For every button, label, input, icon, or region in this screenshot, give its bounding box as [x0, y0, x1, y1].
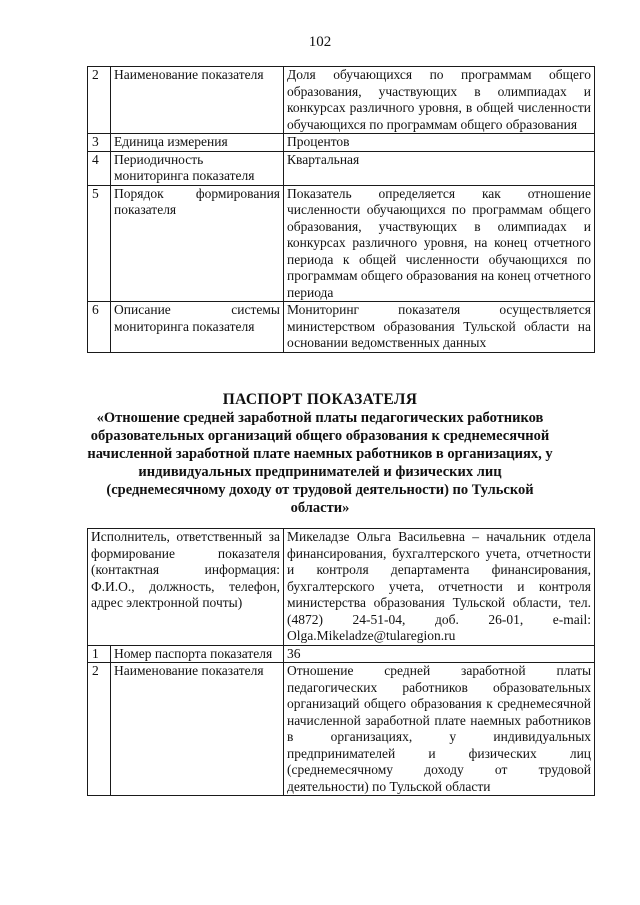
row-label: Периодичность мониторинга показателя [111, 151, 284, 185]
table-row [88, 134, 595, 152]
row-label: Единица измерения [111, 134, 284, 152]
row-label: Наименование показателя [111, 67, 284, 134]
row-number: 6 [88, 302, 111, 353]
executor-value: Микеладзе Ольга Васильевна – начальник отдела финансирования, бухгалтерского учета, отчетности и контроля департамента финансирования, бухгалтерского учета, отчетности и контроля министерства образования Тульской области, тел. (4872) 24-51-04, доб. 26-01, e-mail: Olga.Mikeladze@tularegion.ru [284, 529, 595, 646]
row-value: Отношение средней заработной платы педагогических работников образовательных организаций общего образования к среднемесячной начисленной заработной плате наемных работников в организациях, у индивидуальных предпринимателей и физических лиц (среднемесячному доходу от трудовой деятельности) по Тульской области [284, 663, 595, 796]
row-value: Мониторинг показателя осуществляется министерством образования Тульской области на основании ведомственных данных [284, 302, 595, 353]
row-number: 5 [88, 185, 111, 302]
row-value: Квартальная [284, 151, 595, 185]
row-number: 2 [88, 67, 111, 134]
table-row [88, 302, 595, 353]
row-number: 2 [88, 663, 111, 796]
row-number: 1 [88, 645, 111, 663]
table-row [88, 663, 595, 796]
row-value: Процентов [284, 134, 595, 152]
row-number: 4 [88, 151, 111, 185]
row-label: Номер паспорта показателя [111, 645, 284, 663]
row-label: Описание системы мониторинга показателя [111, 302, 284, 353]
row-value: 36 [284, 645, 595, 663]
indicator-table-continued [87, 66, 595, 353]
row-label: Порядок формирования показателя [111, 185, 284, 302]
table-row [88, 151, 595, 185]
passport-heading: ПАСПОРТ ПОКАЗАТЕЛЯ [222, 391, 418, 408]
table-row [88, 529, 595, 646]
passport-title: «Отношение средней заработной платы педагогических работников образовательных организаций общего образования к среднемесячной начисленной заработной плате наемных работников в организациях, у индивидуальных предпринимателей и физических лиц (среднемесячному доходу от трудовой деятельности) по Тульской области» [87, 410, 553, 516]
row-number: 3 [88, 134, 111, 152]
executor-label: Исполнитель, ответственный за формирование показателя (контактная информация: Ф.И.О., должность, телефон, адрес электронной почты) [88, 529, 284, 646]
table-row [88, 185, 595, 302]
table-row [88, 645, 595, 663]
table-row [88, 67, 595, 134]
row-value: Доля обучающихся по программам общего образования, участвующих в олимпиадах и конкурсах различного уровня, в общей численности обучающихся по программам общего образования [284, 67, 595, 134]
passport-heading-block [80, 391, 560, 517]
row-label: Наименование показателя [111, 663, 284, 796]
row-value: Показатель определяется как отношение численности обучающихся по программам общего образования, участвующих в олимпиадах и конкурсах различного уровня, на конец отчетного периода к общей численности обучающихся по программам общего образования на конец отчетного периода [284, 185, 595, 302]
page-number: 102 [308, 34, 332, 50]
passport-table [87, 528, 595, 796]
